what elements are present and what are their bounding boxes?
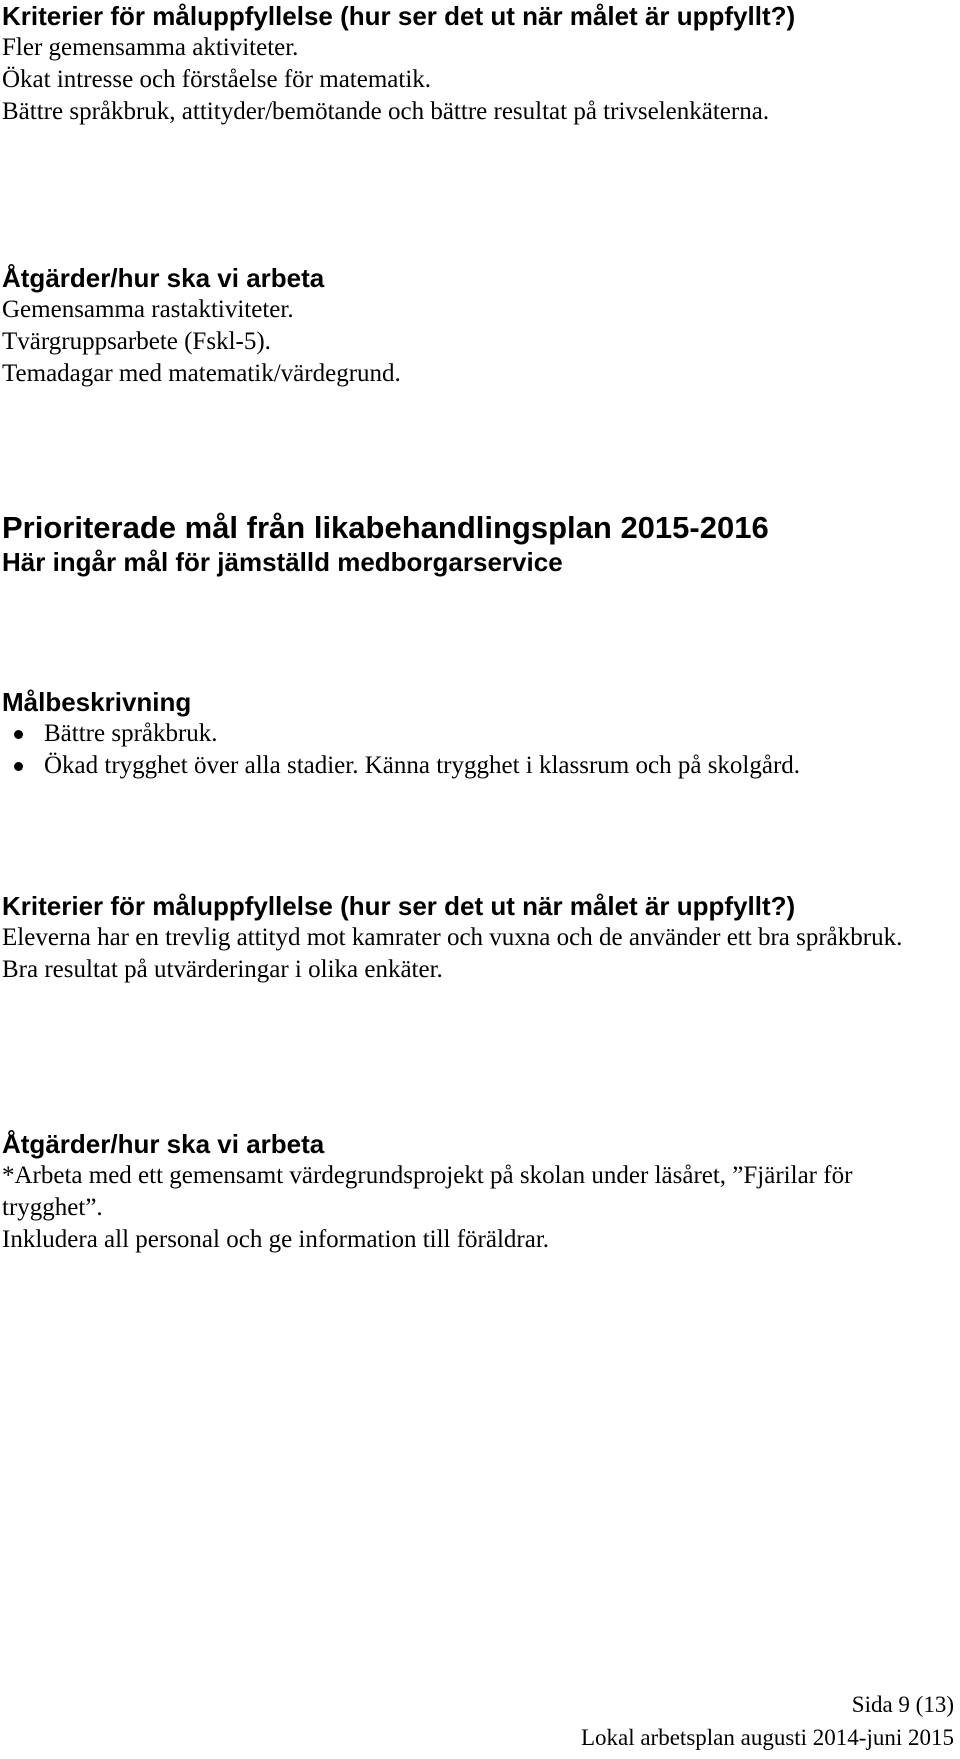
priority-section xyxy=(2,510,952,578)
criteria-section-1 xyxy=(2,0,952,128)
actions-line: *Arbeta med ett gemensamt värdegrundsprojekt på skolan under läsåret, ”Fjärilar för trygghet”. xyxy=(2,1162,853,1221)
actions-heading: Åtgärder/hur ska vi arbeta xyxy=(2,263,325,293)
criteria-line: Bättre språkbruk, attityder/bemötande och bättre resultat på trivselenkäterna. xyxy=(2,98,770,125)
actions-section-2 xyxy=(2,1128,952,1256)
criteria-line: Bra resultat på utvärderingar i olika enkäter. xyxy=(2,956,443,983)
criteria-line: Ökat intresse och förståelse för matematik. xyxy=(2,66,432,93)
page-number: Sida 9 (13) xyxy=(851,1692,954,1717)
actions-section-1 xyxy=(2,262,952,390)
criteria-heading: Kriterier för måluppfyllelse (hur ser det ut när målet är uppfyllt?) xyxy=(2,1,796,31)
goal-heading: Målbeskrivning xyxy=(2,687,192,717)
goal-item-text: Bättre språkbruk. xyxy=(44,720,218,747)
goal-list-item xyxy=(2,718,842,750)
criteria-line: Eleverna har en trevlig attityd mot kamrater och vuxna och de använder ett bra språkbruk. xyxy=(2,924,903,951)
actions-line: Inkludera all personal och ge information till föräldrar. xyxy=(2,1226,550,1253)
document-footer: Lokal arbetsplan augusti 2014-juni 2015 xyxy=(580,1725,954,1750)
goal-item-text: Ökad trygghet över alla stadier. Känna trygghet i klassrum och på skolgård. xyxy=(44,752,801,779)
section-title: Prioriterade mål från likabehandlingsplan 2015-2016 xyxy=(2,510,769,545)
actions-line: Temadagar med matematik/värdegrund. xyxy=(2,360,401,387)
actions-heading: Åtgärder/hur ska vi arbeta xyxy=(2,1129,325,1159)
bullet-icon xyxy=(14,762,23,771)
criteria-section-2 xyxy=(2,890,952,986)
goal-list xyxy=(2,718,842,782)
criteria-line: Fler gemensamma aktiviteter. xyxy=(2,34,299,61)
actions-line: Tvärgruppsarbete (Fskl-5). xyxy=(2,328,271,355)
actions-line: Gemensamma rastaktiviteter. xyxy=(2,296,294,323)
section-subtitle: Här ingår mål för jämställd medborgarservice xyxy=(2,547,563,577)
goal-section xyxy=(2,686,952,782)
goal-list-item xyxy=(2,750,842,782)
criteria-heading: Kriterier för måluppfyllelse (hur ser det ut när målet är uppfyllt?) xyxy=(2,891,796,921)
bullet-icon xyxy=(14,730,23,739)
